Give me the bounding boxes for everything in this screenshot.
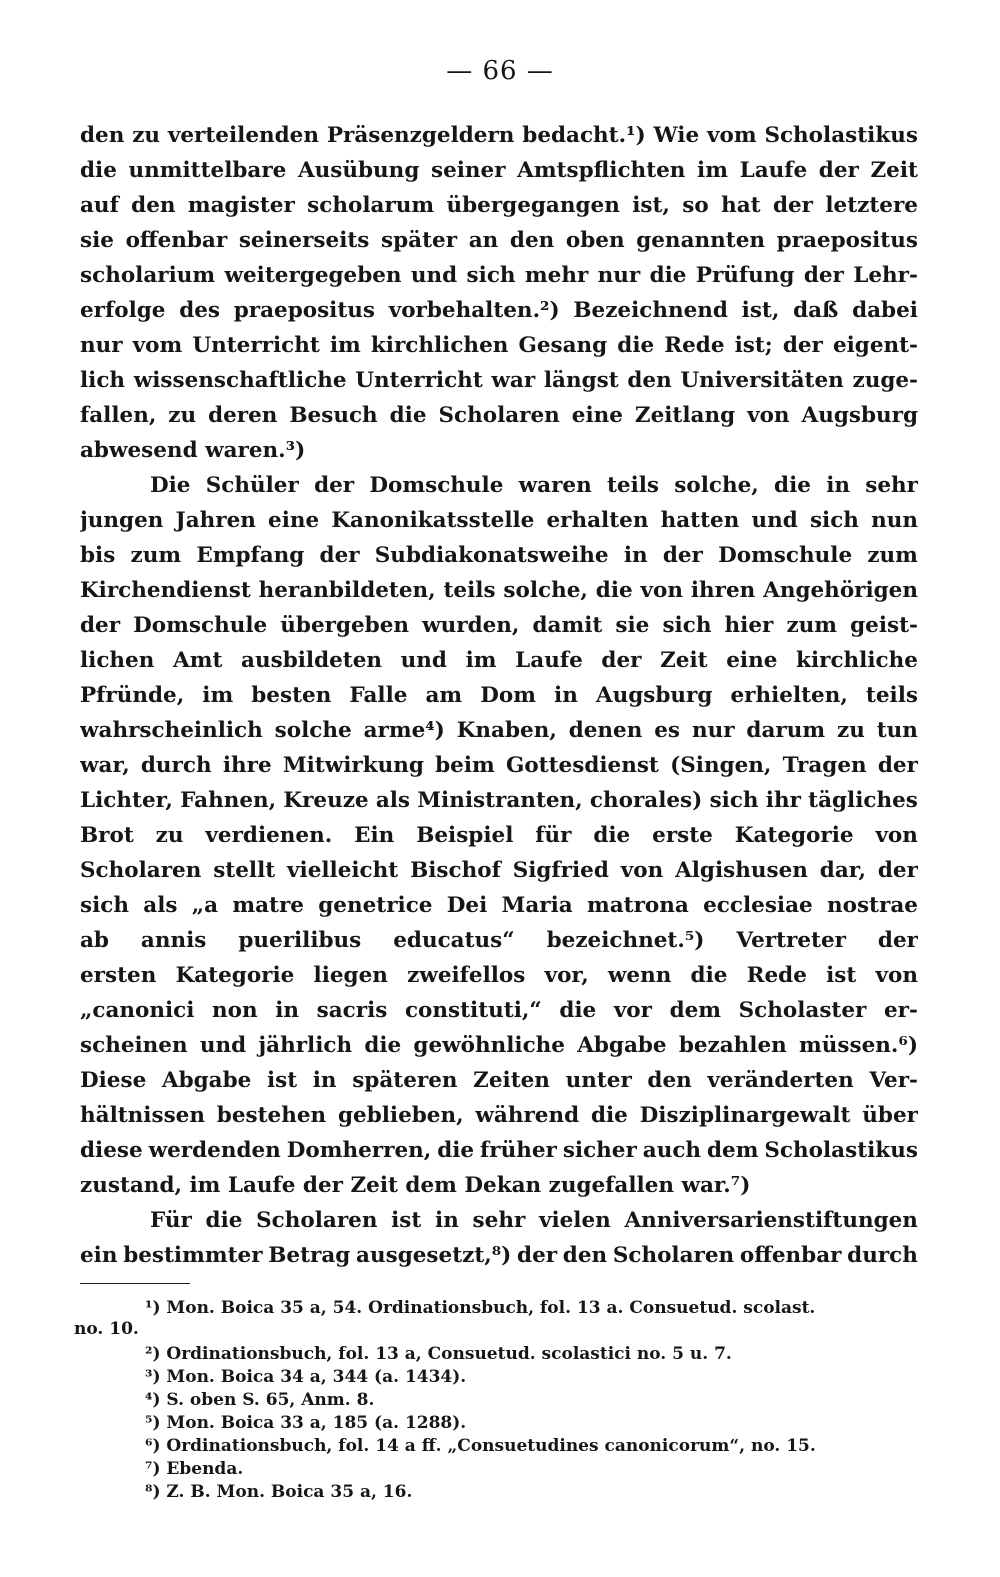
body-line: nur vom Unterricht im kirchlichen Gesang die Rede ist; der eigent- [80, 333, 918, 358]
footnote: ¹) Mon. Boica 35 a, 54. Ordinationsbuch, fol. 13 a. Consuetud. scolast. [145, 1298, 816, 1318]
body-line: Für die Scholaren ist in sehr vielen Anniversarienstiftungen [150, 1208, 918, 1233]
body-line: auf den magister scholarum übergegangen ist, so hat der letztere [80, 193, 918, 218]
body-line: sie offenbar seinerseits später an den oben genannten praepositus [80, 228, 918, 253]
body-line: Pfründe, im besten Falle am Dom in Augsburg erhielten, teils [80, 683, 918, 708]
page-number: — 66 — [446, 56, 554, 86]
footnote-continuation: no. 10. [74, 1319, 139, 1339]
footnote: ⁵) Mon. Boica 33 a, 185 (a. 1288). [145, 1413, 467, 1433]
footnote: ⁷) Ebenda. [145, 1459, 244, 1479]
body-line: „canonici non in sacris constituti,“ die vor dem Scholaster er- [80, 998, 918, 1023]
body-line: ersten Kategorie liegen zweifellos vor, wenn die Rede ist von [80, 963, 918, 988]
body-line: bis zum Empfang der Subdiakonatsweihe in der Domschule zum [80, 543, 918, 568]
footnote: ⁶) Ordinationsbuch, fol. 14 a ff. „Consuetudines canonicorum“, no. 15. [145, 1436, 816, 1456]
footnote: ⁴) S. oben S. 65, Anm. 8. [145, 1390, 375, 1410]
footnote: ⁸) Z. B. Mon. Boica 35 a, 16. [145, 1482, 413, 1502]
body-line: lich wissenschaftliche Unterricht war längst den Universitäten zuge- [80, 368, 918, 393]
body-line: wahrscheinlich solche arme⁴) Knaben, denen es nur darum zu tun [80, 718, 918, 743]
body-line: hältnissen bestehen geblieben, während die Disziplinargewalt über [80, 1103, 918, 1128]
body-line: Scholaren stellt vielleicht Bischof Sigfried von Algishusen dar, der [80, 858, 918, 883]
body-line: Brot zu verdienen. Ein Beispiel für die erste Kategorie von [80, 823, 918, 848]
body-line: Kirchendienst heranbildeten, teils solche, die von ihren Angehörigen [80, 578, 918, 603]
footnote: ³) Mon. Boica 34 a, 344 (a. 1434). [145, 1367, 467, 1387]
body-line: ein bestimmter Betrag ausgesetzt,⁸) der den Scholaren offenbar durch [80, 1243, 918, 1268]
body-line: den zu verteilenden Präsenzgeldern bedacht.¹) Wie vom Scholastikus [80, 123, 918, 148]
body-line: scholarium weitergegeben und sich mehr nur die Prüfung der Lehr- [80, 263, 918, 288]
body-line: erfolge des praepositus vorbehalten.²) Bezeichnend ist, daß dabei [80, 298, 918, 323]
body-line: abwesend waren.³) [80, 438, 306, 463]
body-line: die unmittelbare Ausübung seiner Amtspflichten im Laufe der Zeit [80, 158, 918, 183]
body-line: zustand, im Laufe der Zeit dem Dekan zugefallen war.⁷) [80, 1173, 751, 1198]
footnote-separator [80, 1283, 190, 1284]
body-line: scheinen und jährlich die gewöhnliche Abgabe bezahlen müssen.⁶) [80, 1033, 918, 1058]
body-line: sich als „a matre genetrice Dei Maria matrona ecclesiae nostrae [80, 893, 918, 918]
body-line: Lichter, Fahnen, Kreuze als Ministranten, chorales) sich ihr tägliches [80, 788, 918, 813]
body-line: war, durch ihre Mitwirkung beim Gottesdienst (Singen, Tragen der [80, 753, 918, 778]
body-line: lichen Amt ausbildeten und im Laufe der Zeit eine kirchliche [80, 648, 918, 673]
body-line: ab annis puerilibus educatus“ bezeichnet.⁵) Vertreter der [80, 928, 918, 953]
body-line: Diese Abgabe ist in späteren Zeiten unter den veränderten Ver- [80, 1068, 918, 1093]
body-line: jungen Jahren eine Kanonikatsstelle erhalten hatten und sich nun [80, 508, 918, 533]
body-line: fallen, zu deren Besuch die Scholaren eine Zeitlang von Augsburg [80, 403, 918, 428]
footnote: ²) Ordinationsbuch, fol. 13 a, Consuetud. scolastici no. 5 u. 7. [145, 1344, 732, 1364]
body-line: diese werdenden Domherren, die früher sicher auch dem Scholastikus [80, 1138, 918, 1163]
body-line: der Domschule übergeben wurden, damit sie sich hier zum geist- [80, 613, 918, 638]
body-line: Die Schüler der Domschule waren teils solche, die in sehr [150, 473, 918, 498]
